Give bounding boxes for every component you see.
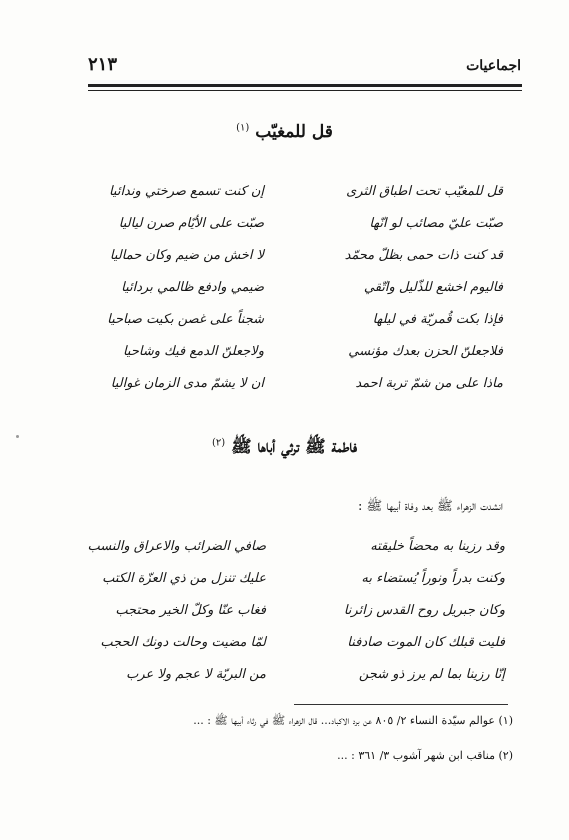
verse-line: إن كنت تسمع صرختي وندائيا bbox=[108, 184, 264, 199]
verse-line: وكنت بدراً ونوراً يُستضاء به bbox=[361, 571, 505, 586]
verse-line: فاليوم اخشع للذّليل واتّقي bbox=[363, 280, 503, 295]
verse-line: قد كنت ذات حمى بظلّ محمّد bbox=[344, 248, 503, 263]
poem1-right-column bbox=[313, 180, 503, 404]
verse-line: ان لا يشمّ مدى الزمان غواليا bbox=[110, 376, 264, 391]
verse-line: صافي الضرائب والاعراق والنسب bbox=[87, 539, 266, 554]
poem1-note-ref: (١) bbox=[236, 122, 250, 134]
footnote-2: (٢) مناقب ابن شهر آشوب ٣/ ٣٦١ : ... bbox=[337, 749, 513, 762]
verse-line: فلاجعلنّ الحزن بعدك مؤنسي bbox=[348, 344, 503, 359]
verse-line: لمّا مضيت وحالت دونك الحجب bbox=[100, 635, 266, 650]
verse-line: صبّت على الأيّام صرن لياليا bbox=[118, 216, 264, 231]
page-number: ٢١٣ bbox=[88, 54, 118, 75]
verse-line: صبّت عليّ مصائب لو انّها bbox=[369, 216, 503, 231]
poem1-title bbox=[0, 122, 569, 142]
poem2-note-ref: (٢) bbox=[211, 437, 226, 449]
verse-line: عليك تنزل من ذي العزّة الكتب bbox=[102, 571, 266, 586]
verse-line: شجناً على غصن بكيت صباحيا bbox=[107, 312, 264, 327]
footnote-1: (١) عوالم سيّدة النساء ٢/ ٨٠٥ عن برد الاكباد... قال الزهراء ﷺ في رثاء أبيها ﷺ : ... bbox=[193, 714, 513, 727]
poem2-title-text: فاطمة ﷺ ترثي أباها ﷺ bbox=[231, 437, 357, 457]
poem1-left-column bbox=[64, 180, 264, 404]
verse-line: من البريّة لا عجم ولا عرب bbox=[126, 667, 266, 682]
verse-line: ضيمي وادفع ظالمي بردائيا bbox=[121, 280, 264, 295]
poem2-intro: انشدت الزهراء ﷺ بعد وفاة أبيها ﷺ : bbox=[357, 499, 503, 514]
footnote-rule bbox=[294, 704, 508, 705]
poem2-left-column bbox=[66, 535, 266, 695]
poem2-title bbox=[0, 436, 569, 461]
running-header: اجماعيات bbox=[466, 58, 521, 74]
verse-line: فليت قبلك كان الموت صادفنا bbox=[347, 635, 505, 650]
verse-line: ماذا على من شمّ تربة احمد bbox=[355, 376, 503, 391]
verse-line: ولاجعلنّ الدمع فيك وشاحيا bbox=[122, 344, 264, 359]
poem1-title-text: قل للمغيّب bbox=[255, 122, 333, 142]
verse-line: فإذا بكت قُمريّة في ليلها bbox=[372, 312, 503, 327]
header-rule-thin bbox=[88, 90, 522, 91]
verse-line: إنّا رزينا بما لم يرز ذو شجن bbox=[358, 667, 505, 682]
verse-line: وقد رزينا به محضاً خليقته bbox=[370, 539, 505, 554]
verse-line: لا اخش من ضيم وكان حماليا bbox=[109, 248, 264, 263]
verse-line: فغاب عنّا وكلّ الخير محتجب bbox=[115, 603, 266, 618]
verse-line: وكان جبريل روح القدس زائرنا bbox=[343, 603, 505, 618]
header-rule-thick bbox=[88, 84, 522, 87]
verse-line: قل للمغيّب تحت اطباق الثرى bbox=[346, 184, 503, 199]
poem2-right-column bbox=[305, 535, 505, 695]
